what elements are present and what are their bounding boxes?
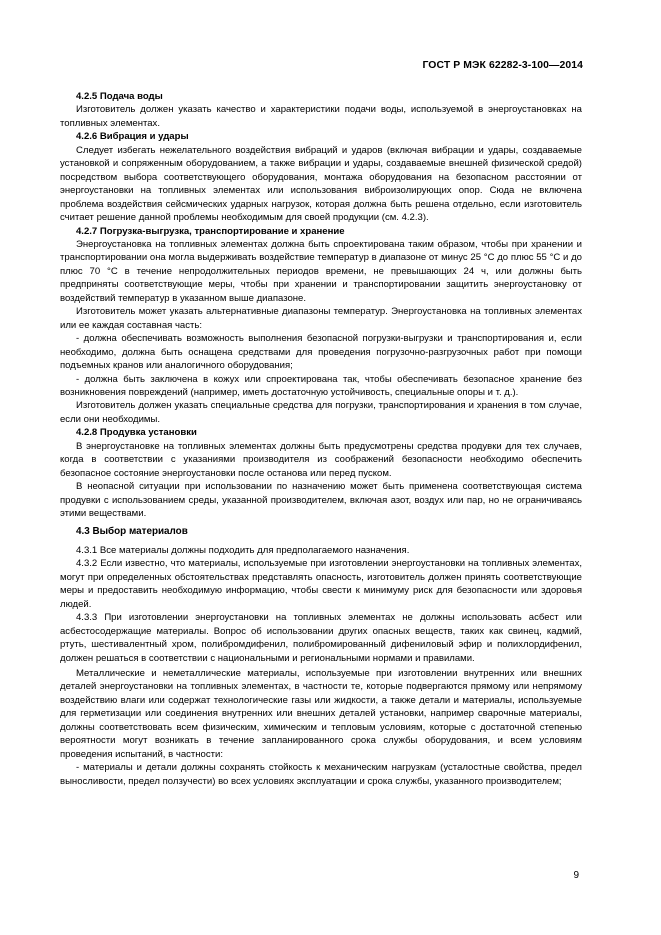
standard-header: ГОСТ Р МЭК 62282-3-100—2014 [422, 60, 583, 71]
paragraph: Энергоустановка на топливных элементах должна быть спроектирована таким образом, чтобы при хранении и транспортировании она могла выдерживать воздействие температур в диапазоне от минус 25 °С до плюс 55 °С и до плюс 70 °С в течение непродолжительных периодов времени, не превышающих 24 ч, или должны быть предприняты соответствующие меры, чтобы при хранении и транспортировании защитить энергоустановку от воздействий температур в указанном выше диапазоне. [60, 238, 582, 304]
paragraph: В неопасной ситуации при использовании по назначению может быть применена соответствующая система продувки с использованием среды, указанной производителем, включая азот, воздух или пар, но не ограничиваясь этими веществами. [60, 481, 582, 520]
paragraph: 4.3.1 Все материалы должны подходить для предполагаемого назначения. [76, 544, 410, 556]
paragraph: Изготовитель должен указать качество и характеристики подачи воды, используемой в энергоустановках на топливных элементах. [60, 104, 582, 129]
paragraph: Изготовитель должен указать специальные средства для погрузки, транспортирования и хранения в том случае, если они необходимы. [60, 400, 582, 425]
paragraph: В энергоустановке на топливных элементах должны быть предусмотрены средства продувки для тех случаев, когда в соответствии с указаниями производителя из соображений безопасности необходимо обеспечить безопасное состояние энергоустановки после останова или перед пуском. [60, 440, 582, 479]
list-item: - материалы и детали должны сохранять стойкость к механическим нагрузкам (усталостные свойства, предел выносливости, предел ползучести) во всех условиях эксплуатации и срока службы, указанного производителем; [60, 762, 582, 787]
page-content [60, 90, 582, 788]
section-heading: 4.2.5 Подача воды [76, 91, 163, 102]
section-heading-major: 4.3 Выбор материалов [76, 525, 188, 537]
page-number: 9 [573, 870, 579, 881]
section-heading: 4.2.8 Продувка установки [76, 427, 197, 439]
paragraph: Металлические и неметаллические материалы, используемые при изготовлении внутренних или внешних деталей энергоустановки на топливных элементах, в частности те, которые подвергаются прямому или непрямому воздействию влаги или содержат технологические газы или жидкости, а также детали и материалы, используемые для герметизации или соединения внутренних или внешних деталей установки, например сварочные материалы, должны соответствовать всем физическим, химическим и тепловым условиям, которые с достаточной степенью вероятности могут возникать в течение запланированного срока службы оборудования, и всем условиям проведения испытаний, в частности: [60, 668, 582, 760]
paragraph: Следует избегать нежелательного воздействия вибраций и ударов (включая вибрации и удары, создаваемые установкой и сопряженным оборудованием, а также вибрации и удары, создаваемые внешней физической средой) посредством выбора соответствующего оборудования, монтажа оборудования на безопасном расстоянии от энергоустановки на топливных элементах или использования виброизолирующих опор. Сюда не включена проблема воздействия сейсмических ударных нагрузок, которая должна быть решена отдельно, если изготовитель считает решение данной проблемы необходимым для своей продукции (см. 4.2.3). [60, 144, 582, 224]
section-heading: 4.2.7 Погрузка-выгрузка, транспортирование и хранение [76, 225, 345, 237]
section-heading: 4.2.6 Вибрация и удары [76, 131, 189, 143]
list-item: - должна обеспечивать возможность выполнения безопасной погрузки-выгрузки и транспортирования и, если необходимо, должна быть оснащена средствами для проведения погрузочно-разгрузочных работ при помощи подъемных кранов или аналогичного оборудования; [60, 333, 582, 372]
paragraph: 4.3.3 При изготовлении энергоустановки на топливных элементах не должны использовать асбест или асбестосодержащие материалы. Вопрос об использовании других опасных веществ, таких как свинец, кадмий, ртуть, шестивалентный хром, полибромдифенил, полибромированный дифениловый эфир и полихлордифенил, должен решаться в соответствии с национальными и региональными нормами и правилами. [60, 612, 582, 664]
paragraph: Изготовитель может указать альтернативные диапазоны температур. Энергоустановка на топливных элементах или ее каждая составная часть: [60, 306, 582, 331]
paragraph: 4.3.2 Если известно, что материалы, используемые при изготовлении энергоустановки на топливных элементах, могут при определенных обстоятельствах представлять опасность, изготовитель должен принять соответствующие меры и предоставить необходимую информацию, чтобы свести к минимуму риск для безопасности или здоровья людей. [60, 558, 582, 610]
list-item: - должна быть заключена в кожух или спроектирована так, чтобы обеспечивать безопасное хранение без возникновения повреждений (например, иметь достаточную устойчивость, специальные опоры и т. д.). [60, 373, 582, 398]
